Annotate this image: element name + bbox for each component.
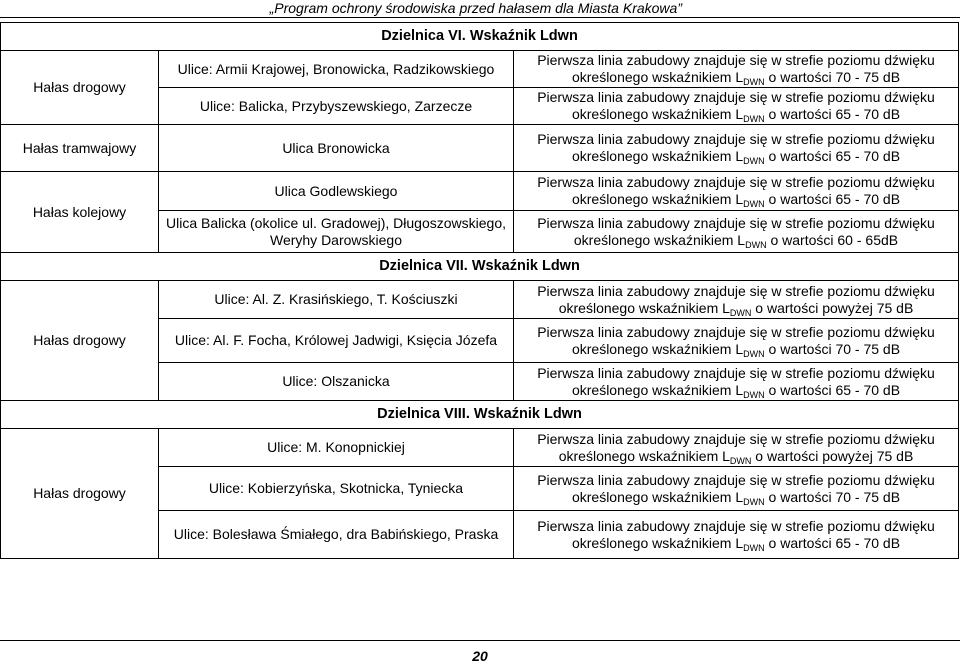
table-row <box>1 172 959 211</box>
section-title: Dzielnica VII. Wskaźnik Ldwn <box>1 253 959 281</box>
page-number: 20 <box>472 648 488 664</box>
table-row <box>1 51 959 88</box>
noise-level-cell <box>514 51 959 88</box>
section-title: Dzielnica VI. Wskaźnik Ldwn <box>1 23 959 51</box>
street-cell: Ulica Godlewskiego <box>159 172 514 211</box>
indicator-subscript: DWN <box>743 496 765 507</box>
table-row <box>1 125 959 172</box>
street-cell: Ulice: Al. Z. Krasińskiego, T. Kościuszki <box>159 281 514 319</box>
noise-level-indicator-text: określonego wskaźnikiem L <box>571 340 744 357</box>
noise-level-value: o wartości powyżej 75 dB <box>751 447 914 464</box>
indicator-subscript: DWN <box>729 307 752 318</box>
street-cell: Ulica Bronowicka <box>159 125 514 172</box>
noise-level-indicator-text: określonego wskaźnikiem L <box>571 69 744 85</box>
noise-zones-table <box>0 22 959 559</box>
noise-level-cell <box>514 319 959 363</box>
noise-level-cell <box>514 125 959 172</box>
noise-level-value: o wartości 70 - 75 dB <box>764 488 901 505</box>
indicator-subscript: DWN <box>743 156 765 166</box>
noise-level-line1: Pierwsza linia zabudowy znajduje się w strefie poziomu dźwięku <box>537 430 935 447</box>
street-cell: Ulice: Kobierzyńska, Skotnicka, Tyniecka <box>159 467 514 511</box>
noise-level-cell <box>514 211 959 253</box>
noise-category: Hałas tramwajowy <box>1 125 159 172</box>
street-cell: Ulice: M. Konopnickiej <box>159 429 514 467</box>
header-rule <box>0 17 960 18</box>
noise-level-cell <box>514 429 959 467</box>
noise-level-line1: Pierwsza linia zabudowy znajduje się w strefie poziomu dźwięku <box>537 323 935 340</box>
footer-rule <box>0 640 960 641</box>
noise-level-cell <box>514 281 959 319</box>
noise-category: Hałas drogowy <box>1 429 159 559</box>
noise-level-line1: Pierwsza linia zabudowy znajduje się w strefie poziomu dźwięku <box>537 52 935 68</box>
section-header-row <box>1 401 959 429</box>
noise-level-indicator-text: określonego wskaźnikiem L <box>571 534 744 551</box>
section-header-row <box>1 253 959 281</box>
noise-level-value: o wartości 65 - 70 dB <box>764 191 901 207</box>
indicator-subscript: DWN <box>743 114 765 124</box>
noise-level-line1: Pierwsza linia zabudowy znajduje się w strefie poziomu dźwięku <box>537 214 935 231</box>
noise-level-line1: Pierwsza linia zabudowy znajduje się w strefie poziomu dźwięku <box>537 471 935 488</box>
noise-level-value: o wartości 60 - 65dB <box>766 231 899 248</box>
noise-level-indicator-text: określonego wskaźnikiem L <box>571 148 744 164</box>
noise-level-cell <box>514 511 959 559</box>
noise-level-line1: Pierwsza linia zabudowy znajduje się w strefie poziomu dźwięku <box>537 131 935 147</box>
street-cell: Ulice: Bolesława Śmiałego, dra Babińskiego, Praska <box>159 511 514 559</box>
indicator-subscript: DWN <box>745 239 767 250</box>
noise-level-line1: Pierwsza linia zabudowy znajduje się w strefie poziomu dźwięku <box>537 174 935 190</box>
noise-level-line1: Pierwsza linia zabudowy znajduje się w strefie poziomu dźwięku <box>537 282 935 299</box>
noise-level-value: o wartości 70 - 75 dB <box>764 69 901 85</box>
indicator-subscript: DWN <box>743 77 765 87</box>
indicator-subscript: DWN <box>743 348 765 359</box>
noise-level-line1: Pierwsza linia zabudowy znajduje się w strefie poziomu dźwięku <box>537 89 935 105</box>
noise-level-indicator-text: określonego wskaźnikiem L <box>571 381 744 398</box>
street-cell: Ulice: Al. F. Focha, Królowej Jadwigi, Księcia Józefa <box>159 319 514 363</box>
street-cell: Ulice: Armii Krajowej, Bronowicka, Radzikowskiego <box>159 51 514 88</box>
noise-level-cell <box>514 467 959 511</box>
noise-level-cell <box>514 172 959 211</box>
noise-level-value: o wartości 65 - 70 dB <box>764 148 901 164</box>
noise-level-indicator-text: określonego wskaźnikiem L <box>571 191 744 207</box>
indicator-subscript: DWN <box>743 389 765 400</box>
section-title: Dzielnica VIII. Wskaźnik Ldwn <box>1 401 959 429</box>
section-header-row <box>1 23 959 51</box>
noise-level-value: o wartości 65 - 70 dB <box>764 381 901 398</box>
noise-level-cell <box>514 363 959 401</box>
noise-category: Hałas drogowy <box>1 281 159 401</box>
noise-level-line1: Pierwsza linia zabudowy znajduje się w strefie poziomu dźwięku <box>537 364 935 381</box>
table-row <box>1 429 959 467</box>
table-row <box>1 281 959 319</box>
noise-level-indicator-text: określonego wskaźnikiem L <box>573 231 746 248</box>
street-cell: Ulice: Olszanicka <box>159 363 514 401</box>
noise-level-value: o wartości 65 - 70 dB <box>764 106 901 122</box>
noise-category: Hałas kolejowy <box>1 172 159 253</box>
indicator-subscript: DWN <box>729 455 752 466</box>
noise-level-cell <box>514 88 959 125</box>
street-cell: Ulice: Balicka, Przybyszewskiego, Zarzecze <box>159 88 514 125</box>
noise-level-value: o wartości powyżej 75 dB <box>751 299 914 316</box>
noise-level-value: o wartości 65 - 70 dB <box>764 534 901 551</box>
noise-category: Hałas drogowy <box>1 51 159 125</box>
noise-level-indicator-text: określonego wskaźnikiem L <box>558 447 730 464</box>
indicator-subscript: DWN <box>743 542 765 553</box>
noise-level-line1: Pierwsza linia zabudowy znajduje się w strefie poziomu dźwięku <box>537 517 935 534</box>
noise-level-indicator-text: określonego wskaźnikiem L <box>571 106 744 122</box>
noise-level-indicator-text: określonego wskaźnikiem L <box>558 299 730 316</box>
noise-level-indicator-text: określonego wskaźnikiem L <box>571 488 744 505</box>
street-cell: Ulica Balicka (okolice ul. Gradowej), Długoszowskiego, Weryhy Darowskiego <box>159 211 514 253</box>
document-header-title: „Program ochrony środowiska przed hałasem dla Miasta Krakowa” <box>269 0 682 16</box>
indicator-subscript: DWN <box>743 199 765 209</box>
noise-level-value: o wartości 70 - 75 dB <box>764 340 901 357</box>
